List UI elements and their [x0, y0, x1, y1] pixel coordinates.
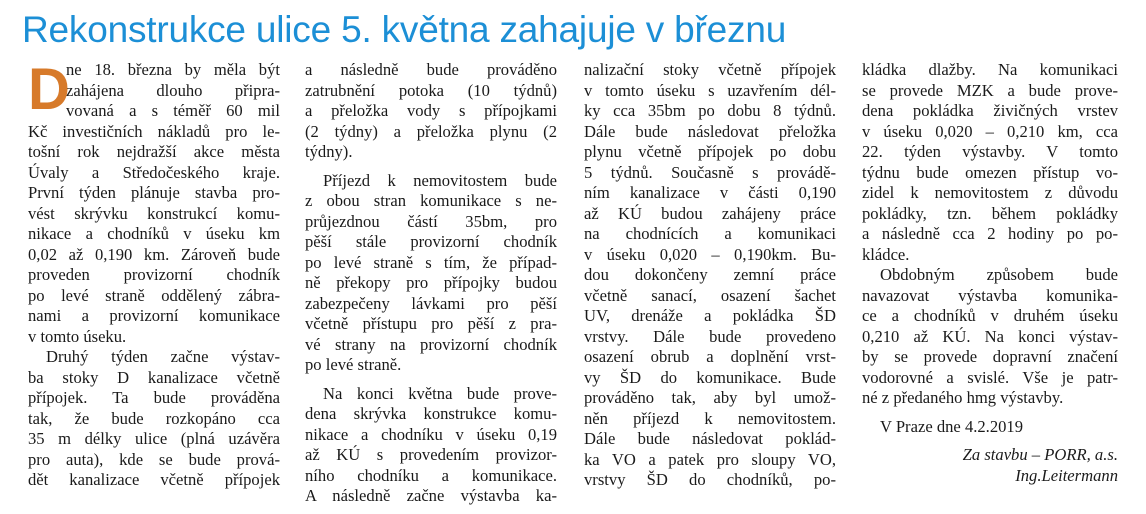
text-line: by se provede dopravní značení	[862, 347, 1118, 366]
text-line: ním kanalizace v části 0,190	[584, 183, 836, 202]
text-line: Příjezd k nemovitostem bude	[323, 170, 557, 190]
text-line: vést skrývku konstrukcí komu-	[28, 203, 280, 223]
text-line: ně překopy pro přípojky budou	[305, 273, 557, 292]
text-line: zidel k nemovitostem z důvodu	[862, 183, 1118, 202]
text-line: na chodnících a komunikaci	[584, 224, 836, 243]
text-line: vovaná a s téměř 60 mil	[66, 101, 280, 120]
text-line: 0,02 až 0,190 km. Zároveň bude	[28, 244, 280, 264]
text-line: až KÚ budou zahájeny práce	[584, 203, 836, 223]
text-line: dět kanalizace včetně přípojek	[28, 470, 280, 489]
text-line: proveden provizorní chodník	[28, 265, 280, 284]
text-line: tošní rok nejdražší akce města	[28, 142, 280, 161]
text-line: vodorovné a svislé. Vše je patr-	[862, 367, 1118, 387]
text-line: A následně začne výstavba ka-	[305, 486, 557, 505]
text-line: nalizační stoky včetně přípojek	[584, 60, 836, 79]
text-line: a přeložka vody s přípojkami	[305, 101, 557, 120]
text-line: 0,210 až KÚ. Na konci výstav-	[862, 326, 1118, 346]
article-title: Rekonstrukce ulice 5. května zahajuje v březnu	[22, 9, 787, 50]
text-line: nikace a chodníku v úseku 0,19	[305, 424, 557, 444]
text-line: Dále bude následovat přeložka	[584, 121, 836, 141]
text-column-4	[862, 60, 1118, 486]
signature-company: Za stavbu – PORR, a.s.	[962, 445, 1118, 464]
text-line: kládce.	[862, 244, 910, 264]
signature-name: Ing.Leitermann	[1015, 465, 1118, 485]
text-line: v tomto úseku.	[28, 326, 127, 346]
text-line: a následně bude prováděno	[305, 60, 557, 79]
text-line: přípojek. Ta bude prováděna	[28, 388, 280, 407]
text-line: kládka dlažby. Na komunikaci	[862, 60, 1118, 79]
text-line: průjezdnou částí 35bm, pro	[305, 211, 557, 231]
text-line: včetně sanací, osazení šachet	[584, 285, 836, 305]
text-line: pěší stále provizorní chodník	[305, 232, 557, 251]
text-line: ne 18. března by měla být	[66, 60, 280, 79]
text-column-3	[584, 60, 836, 491]
text-line: zabezpečeny lávkami pro pěší	[305, 293, 557, 313]
text-line: (2 týdny) a přeložka plynu (2	[305, 121, 557, 141]
text-line: Úvaly a Středočeského kraje.	[28, 162, 280, 182]
text-line: nikace a chodníků v úseku km	[28, 224, 280, 243]
text-line: ky cca 35bm po dobu 8 týdnů.	[584, 101, 836, 120]
text-line: Kč investičních nákladů pro le-	[28, 121, 280, 141]
text-line: ka VO a patek pro sloupy VO,	[584, 449, 836, 469]
text-line: vrstvy ŠD do chodníků, po-	[584, 470, 836, 489]
text-line: plynu včetně přípojek po dobu	[584, 142, 836, 161]
text-line: prováděno tak, aby byl umož-	[584, 388, 836, 407]
text-line: vy ŠD do komunikace. Bude	[584, 367, 836, 387]
text-line: pro auta), kde se bude prová-	[28, 449, 280, 469]
text-line: po levé straně s tím, že případ-	[305, 252, 557, 272]
text-line: týdny).	[305, 142, 353, 161]
text-line: a následně cca 2 hodiny po po-	[862, 224, 1118, 243]
text-line: se provede MZK a bude prove-	[862, 80, 1118, 100]
text-line: 35 m délky ulice (plná uzávěra	[28, 429, 280, 448]
text-line: nami a provizorní komunikace	[28, 306, 280, 325]
drop-cap: D	[28, 57, 70, 122]
text-line: 5 týdnů. Současně s provádě-	[584, 162, 836, 182]
text-column-2	[305, 60, 557, 507]
text-line: vrstvy. Dále bude provedeno	[584, 326, 836, 346]
text-line: tak, že bude rozkopáno cca	[28, 408, 280, 428]
text-line: vé strany na provizorní chodník	[305, 334, 557, 354]
text-line: ce a chodníků v druhém úseku	[862, 306, 1118, 325]
text-line: v tomto úseku s uzavřením dél-	[584, 80, 836, 100]
text-line: v úseku 0,020 – 0,190km. Bu-	[584, 244, 836, 264]
text-line: týdnu bude omezen přístup vo-	[862, 162, 1118, 182]
text-line: zahájena dlouho připra-	[66, 80, 280, 100]
text-line: dena skrývka konstrukce komu-	[305, 404, 557, 423]
text-line: Obdobným způsobem bude	[880, 265, 1118, 284]
text-line: po levé straně.	[305, 355, 402, 374]
text-line: dena pokládka živičných vrstev	[862, 101, 1118, 120]
text-line: včetně přístupu pro pěší z pra-	[305, 314, 557, 333]
text-line: První týden plánuje stavba pro-	[28, 183, 280, 202]
text-line: Dále bude následovat poklád-	[584, 429, 836, 448]
text-line: né z předaného hmg výstavby.	[862, 388, 1064, 407]
text-line: dou dokončeny zemní práce	[584, 265, 836, 284]
text-line: něn příjezd k nemovitostem.	[584, 408, 836, 428]
text-line: ního chodníku a komunikace.	[305, 465, 557, 485]
text-line: 22. týden výstavby. V tomto	[862, 142, 1118, 161]
place-date: V Praze dne 4.2.2019	[880, 416, 1024, 436]
text-line: po levé straně oddělený zábra-	[28, 285, 280, 305]
text-line: ba stoky D kanalizace včetně	[28, 367, 280, 387]
text-line: osazení obrub a doplnění vrst-	[584, 347, 836, 366]
text-line: v úseku 0,020 – 0,210 km, cca	[862, 121, 1118, 141]
text-line: navazovat výstavba komunika-	[862, 285, 1118, 305]
text-line: z obou stran komunikace s ne-	[305, 191, 557, 210]
text-line: Druhý týden začne výstav-	[46, 347, 280, 366]
text-line: až KÚ s provedením provizor-	[305, 445, 557, 464]
text-column-1	[28, 57, 280, 491]
text-line: UV, drenáže a pokládka ŠD	[584, 306, 836, 325]
text-line: zatrubnění potoka (10 týdnů)	[305, 80, 557, 100]
text-line: Na konci května bude prove-	[323, 383, 557, 403]
text-line: pokládky, tzn. během pokládky	[862, 203, 1118, 223]
